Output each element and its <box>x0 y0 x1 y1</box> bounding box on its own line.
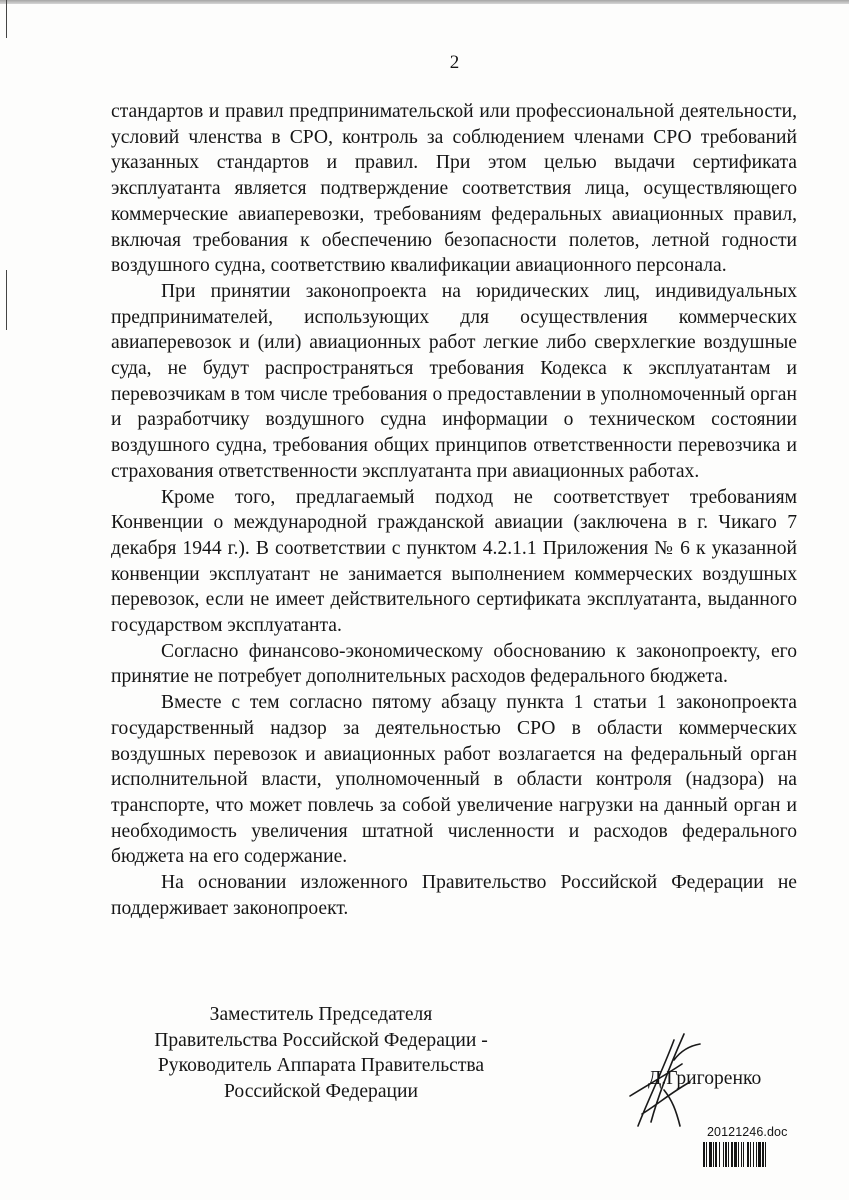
file-name-label: 20121246.doc <box>707 1125 788 1139</box>
barcode-bar <box>762 1142 764 1167</box>
barcode-bar <box>706 1142 707 1167</box>
signatory-title-line-2: Правительства Российской Федерации - <box>154 1029 488 1051</box>
barcode-bar <box>743 1142 744 1167</box>
barcode-bar <box>731 1142 733 1167</box>
signer-name: Д.Григоренко <box>648 1068 762 1089</box>
paragraph-3: Кроме того, предлагаемый подход не соответствует требованиям Конвенции о международной гражданской авиации (заключена в г. Чикаго 7 декабря 1944 г.). В соответствии с пунктом 4.2.1.1 Приложения № 6 к указанной конвенции эксплуатант не занимается выполнением коммерческих воздушных перевозок, если не имеет действительного сертификата эксплуатанта, выданного государством эксплуатанта. <box>111 486 797 637</box>
page-number: 2 <box>449 52 460 73</box>
barcode-bar <box>703 1142 705 1167</box>
barcode-bar <box>713 1142 714 1167</box>
signatory-title-line-3: Руководитель Аппарата Правительства <box>157 1055 485 1077</box>
barcode-bar <box>715 1142 717 1167</box>
barcode-bar <box>750 1142 751 1167</box>
barcode <box>703 1142 782 1167</box>
paragraph-2: При принятии законопроекта на юридических лиц, индивидуальных предпринимателей, использующих для осуществления коммерческих авиаперевозок и (или) авиационных работ легкие либо сверхлегкие воздушные суда, не будут распространяться требования Кодекса к эксплуатантам и перевозчикам в том числе требования о предоставлении в уполномоченный орган и разработчику воздушного судна информации о техническом состоянии воздушного судна, требования общих принципов ответственности перевозчика и страхования ответственности эксплуатанта при авиационных работах. <box>111 280 797 482</box>
scan-margin-mark-middle <box>6 270 7 330</box>
barcode-bar <box>765 1142 766 1167</box>
barcode-bar <box>719 1142 720 1167</box>
barcode-bar <box>758 1142 761 1167</box>
paragraph-1: стандартов и правил предпринимательской или профессиональной деятельности, условий членства в СРО, контроль за соблюдением членами СРО требований указанных стандартов и правил. При этом целью выдачи сертификата эксплуатанта является подтверждение соответствия лица, осуществляющего коммерческие авиаперевозки, требованиям федеральных авиационных правил, включая требования к обеспечению безопасности полетов, летной годности воздушного судна, соответствию квалификации авиационного персонала. <box>111 101 797 277</box>
paragraph-5: Вместе с тем согласно пятому абзацу пункта 1 статьи 1 законопроекта государственный надзор за деятельностью СРО в области коммерческих воздушных перевозок и авиационных работ возлагается на федеральный орган исполнительной власти, уполномоченный в области контроля (надзора) на транспорте, что может повлечь за собой увеличение нагрузки на данный орган и необходимость увеличения штатной численности и расходов федерального бюджета на его содержание. <box>111 692 797 868</box>
barcode-bar <box>756 1142 757 1167</box>
barcode-bar <box>747 1142 749 1167</box>
barcode-bar <box>723 1142 724 1167</box>
paragraph-6: На основании изложенного Правительство Российской Федерации не поддерживает законопроект. <box>111 872 797 919</box>
paragraph-4: Согласно финансово-экономическому обоснованию к законопроекту, его принятие не потребует дополнительных расходов федерального бюджета. <box>111 640 797 688</box>
scan-top-edge <box>0 0 849 4</box>
signatory-title-line-4: Российской Федерации <box>224 1081 418 1103</box>
barcode-bar <box>741 1142 742 1167</box>
barcode-bar <box>753 1142 754 1167</box>
barcode-bar <box>728 1142 729 1167</box>
scan-margin-mark-top <box>6 0 7 38</box>
barcode-bar <box>709 1142 712 1167</box>
barcode-bar <box>738 1142 739 1167</box>
signatory-title <box>111 1002 531 1105</box>
signatory-title-line-1: Заместитель Председателя <box>209 1004 433 1025</box>
barcode-bar <box>734 1142 737 1167</box>
document-body <box>111 99 797 922</box>
barcode-bar <box>725 1142 727 1167</box>
